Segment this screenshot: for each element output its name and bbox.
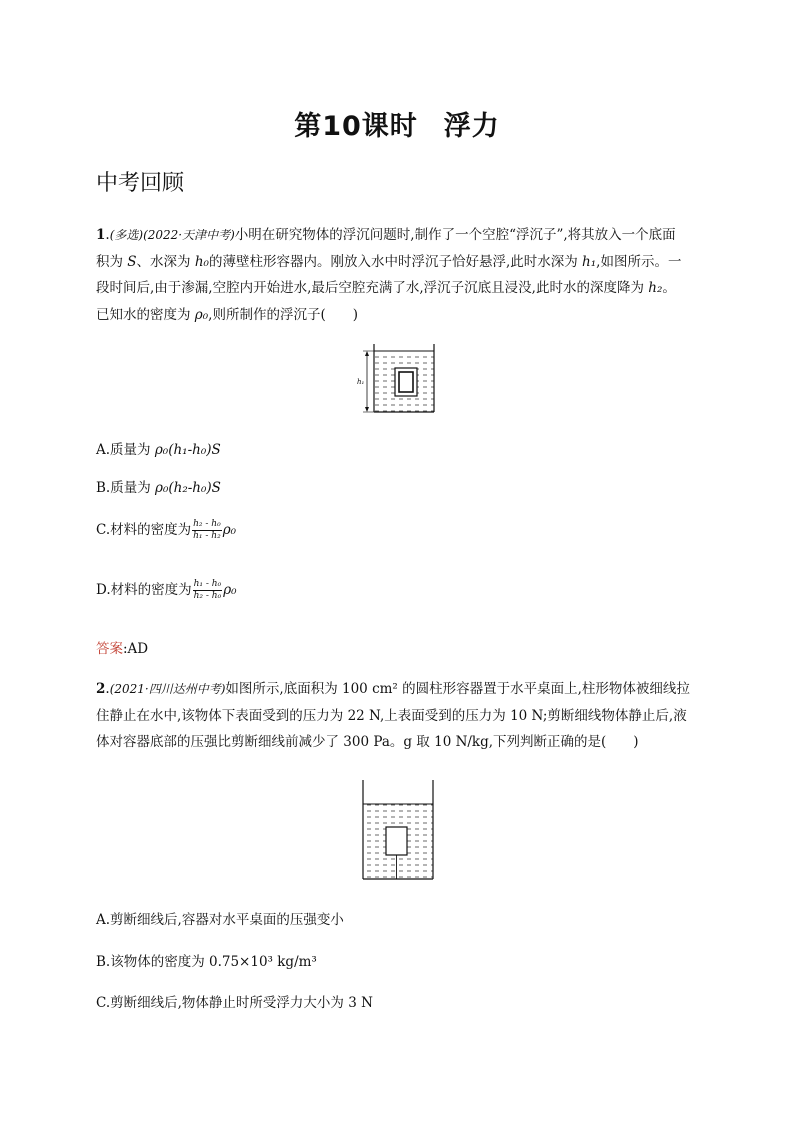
lesson-number: 第10课时 (294, 111, 418, 142)
var-rho0: ρ₀ (194, 306, 209, 323)
var-h1: h₁ (582, 253, 597, 270)
q2-figure (358, 778, 438, 882)
q1-line-1: 1.(多选)(2022·天津中考)小明在研究物体的浮沉问题时,制作了一个空腔“浮沉子”,将其放入一个底面 (96, 227, 676, 243)
option-label: D.材料的密度为 (96, 582, 192, 598)
q2-line-1: 2.(2021·四川达州中考)如图所示,底面积为 100 cm² 的圆柱形容器置于水平桌面上,柱形物体被细线拉 (96, 681, 690, 697)
option-expr: ρ₀(h₂-h₀)S (155, 480, 221, 496)
q1-text: 已知水的密度为 (96, 306, 191, 323)
numerator: h₂ - h₀ (193, 519, 221, 529)
var-s: S (127, 253, 137, 270)
question-source: (2021·四川达州中考) (109, 682, 226, 696)
question-tag: (多选) (109, 228, 144, 242)
q1-text: 段时间后,由于渗漏,空腔内开始进水,最后空腔充满了水,浮沉子沉底且浸没,此时水的深度降为 (96, 280, 644, 296)
q1-line-2 (96, 249, 700, 276)
arrow-head-top (365, 351, 369, 356)
q2-option-c: C.剪断细线后,物体静止时所受浮力大小为 3 N (96, 995, 373, 1011)
q2-option-b: B.该物体的密度为 0.75×10³ kg/m³ (96, 954, 317, 970)
q1-text: 小明在研究物体的浮沉问题时,制作了一个空腔“浮沉子”,将其放入一个底面 (234, 227, 676, 243)
option-label: B.质量为 (96, 480, 156, 496)
float-diver-inner (399, 372, 413, 392)
q1-answer (96, 637, 148, 657)
numerator: h₁ - h₀ (193, 579, 222, 589)
option-label: A.质量为 (96, 442, 155, 458)
fraction (193, 579, 223, 602)
question-source: (2022·天津中考) (143, 228, 235, 242)
option-expr: ρ₀ (223, 582, 237, 598)
denominator: h₁ - h₂ (193, 531, 221, 541)
answer-label: 答案 (96, 641, 123, 657)
arrow-head-bottom (365, 407, 369, 412)
h1-label: h₁ (357, 378, 365, 386)
lesson-topic: 浮力 (443, 111, 500, 142)
option-label: C.材料的密度为 (96, 522, 192, 538)
q1-option-d (96, 578, 237, 602)
var-h0: h₀ (194, 253, 209, 270)
q1-option-a (96, 438, 221, 458)
question-1-stem (96, 222, 700, 328)
q1-text: 、水深为 (136, 253, 191, 270)
q1-text: 。 (662, 280, 676, 296)
question-number: 2 (96, 681, 106, 697)
q1-text: 的薄壁柱形容器内。刚放入水中时浮沉子恰好悬浮,此时水深为 (208, 253, 578, 270)
option-expr: ρ₀ (222, 522, 237, 538)
q1-line-4 (96, 302, 700, 329)
section-title: 中考回顾 (96, 171, 185, 196)
q1-text: ,则所制作的浮沉子( ) (208, 306, 358, 323)
fraction (192, 519, 222, 542)
q1-option-c (96, 518, 236, 542)
q2-text: 如图所示,底面积为 100 cm² 的圆柱形容器置于水平桌面上,柱形物体被细线拉 (225, 681, 690, 697)
cylindrical-object (386, 827, 407, 855)
q1-option-b (96, 476, 221, 496)
q1-text: ,如图所示。一 (596, 253, 682, 270)
denominator: h₂ - h₀ (193, 591, 222, 601)
q1-line-3 (96, 275, 700, 302)
var-h2: h₂ (648, 280, 663, 296)
q2-line-3: 体对容器底部的压强比剪断细线前减少了 300 Pa。g 取 10 N/kg,下列判断正确的是( ) (96, 734, 639, 750)
q1-figure (350, 342, 450, 414)
q2-line-2: 住静止在水中,该物体下表面受到的压力为 22 N,上表面受到的压力为 10 N;剪断细线物体静止后,液 (96, 707, 687, 724)
option-expr: ρ₀(h₁-h₀)S (154, 442, 221, 458)
q2-option-a: A.剪断细线后,容器对水平桌面的压强变小 (96, 912, 344, 928)
question-number: 1 (96, 227, 106, 243)
page-title (0, 104, 794, 143)
answer-value: :AD (123, 641, 149, 657)
question-2-stem (96, 676, 700, 756)
q1-text: 积为 (96, 253, 123, 270)
